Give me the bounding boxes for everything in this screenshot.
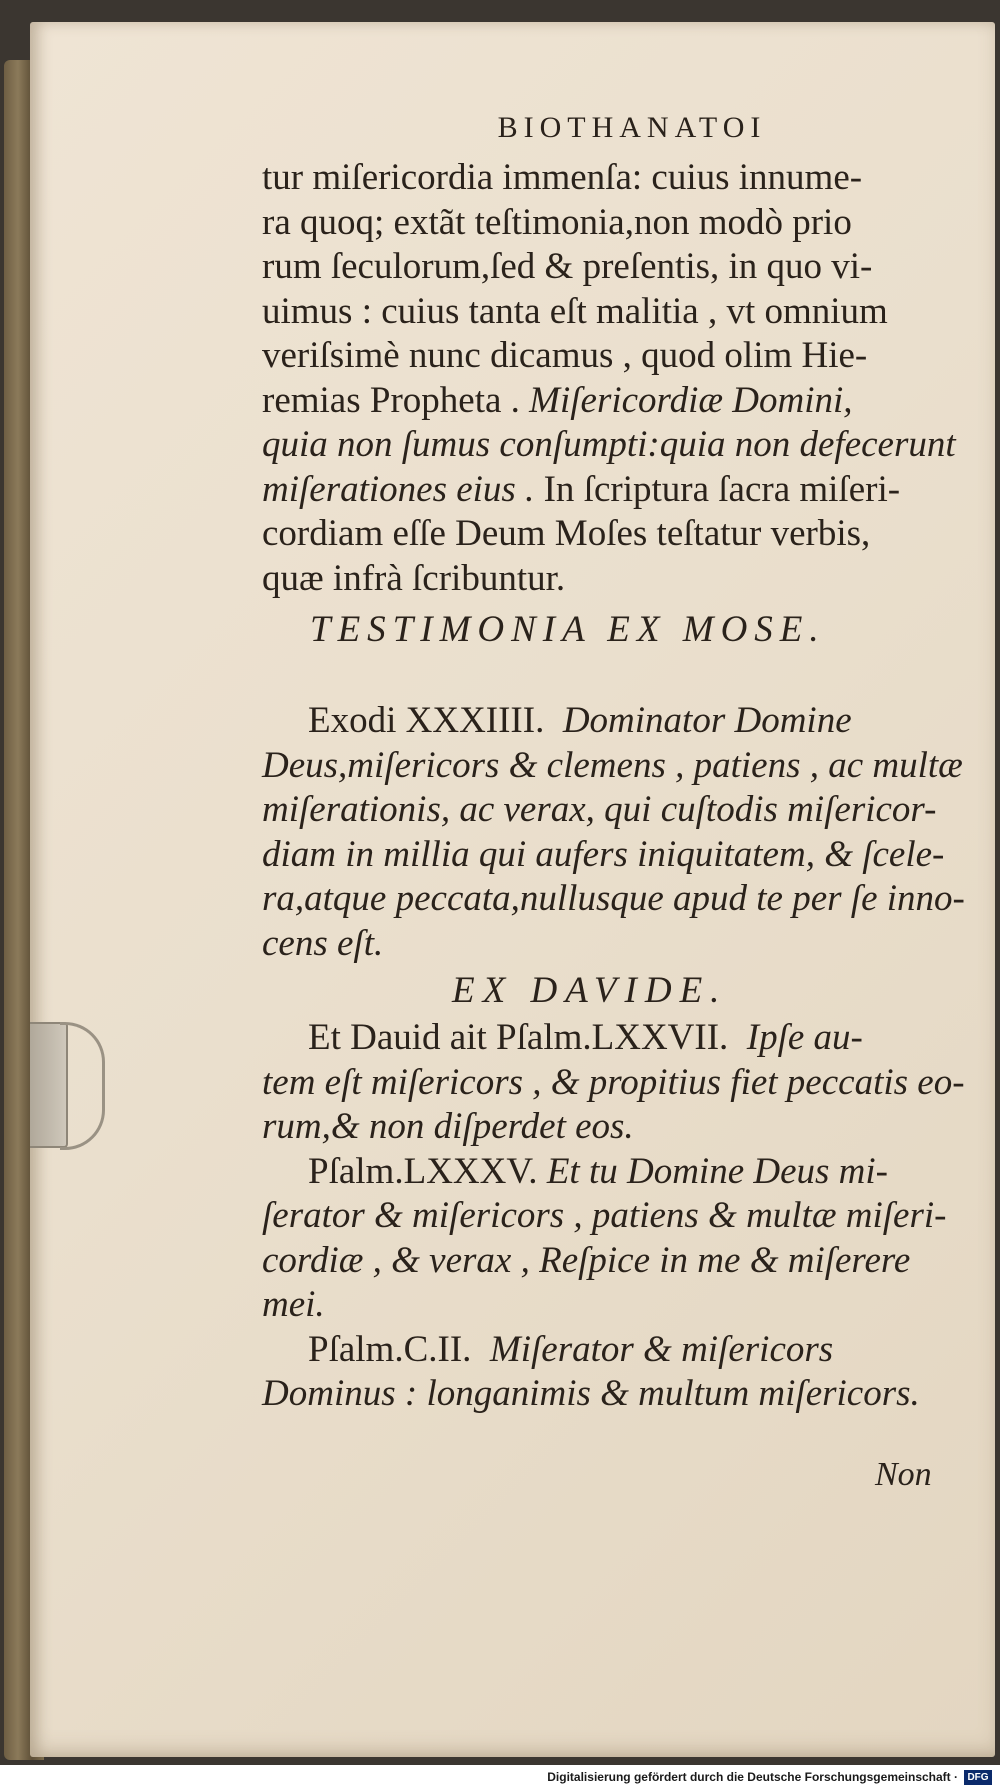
quote-segment: Miſerator & miſericors bbox=[489, 1328, 834, 1370]
quote-line: quia non ſumus conſumpti:quia non defecerunt bbox=[262, 424, 956, 465]
quote-segment: Et tu Domine Deus mi- bbox=[546, 1150, 888, 1192]
quote-line: ſerator & miſericors , patiens & multæ miſeri- bbox=[262, 1195, 947, 1236]
quote-line: mei. bbox=[262, 1284, 325, 1325]
text-line: ra quoq; extãt teſtimonia,non modò prio bbox=[262, 201, 852, 243]
quote-line: rum,& non diſperdet eos. bbox=[262, 1106, 634, 1147]
quote-line: cordiæ , & verax , Reſpice in me & miſerere bbox=[262, 1239, 911, 1281]
text-line: tur miſericordia immenſa: cuius innume- bbox=[262, 157, 863, 198]
citation-ref: Pſalm.C.II. bbox=[308, 1328, 472, 1370]
quote-segment: Dominator Domine bbox=[562, 700, 852, 741]
catchword: Non bbox=[875, 1456, 932, 1493]
quote-segment: Miſericordiæ Domini, bbox=[529, 379, 853, 421]
dfg-logo: DFG bbox=[964, 1770, 992, 1785]
quote-line: Dominus : longanimis & multum miſericors. bbox=[262, 1373, 920, 1414]
text-line: uimus : cuius tanta eſt malitia , vt omnium bbox=[262, 290, 888, 332]
page-text bbox=[262, 108, 965, 1417]
text-line bbox=[262, 699, 962, 744]
text-line: quæ infrà ſcribuntur. bbox=[262, 557, 566, 599]
quote-line: cens eſt. bbox=[262, 922, 384, 964]
quote-line: miſerationis, ac verax, qui cuſtodis miſericor- bbox=[262, 789, 937, 830]
text-line: rum ſeculorum,ſed & preſentis, in quo vi- bbox=[262, 246, 873, 287]
text-segment: remias Propheta . bbox=[262, 379, 520, 421]
quote-line: diam in millia qui aufers iniquitatem, & ſcele- bbox=[262, 833, 945, 875]
text-line bbox=[262, 1016, 962, 1061]
text-segment: In ſcriptura ſacra miſeri- bbox=[543, 468, 901, 510]
quote-segment: miſerationes eius . bbox=[262, 468, 535, 510]
quote-line: ra,atque peccata,nullusque apud te per ſe inno- bbox=[262, 878, 965, 919]
funding-credit: Digitalisierung gefördert durch die Deutsche Forschungsgemeinschaft · bbox=[547, 1770, 958, 1784]
quote-line: Deus,miſericors & clemens , patiens , ac multæ bbox=[262, 744, 963, 786]
running-head: BIOTHANATOI bbox=[497, 111, 767, 144]
quote-segment: Ipſe au- bbox=[746, 1017, 863, 1058]
text-line bbox=[262, 1150, 962, 1195]
section-heading-moses: TESTIMONIA EX MOSE. bbox=[310, 609, 826, 650]
citation-ref: Exodi XXXIIII. bbox=[308, 700, 545, 741]
text-line: cordiam eſſe Deum Moſes teſtatur verbis, bbox=[262, 513, 871, 554]
digitization-footer bbox=[0, 1765, 1000, 1791]
text-line bbox=[262, 1328, 962, 1373]
text-line bbox=[262, 468, 962, 513]
quote-line: tem eſt miſericors , & propitius fiet peccatis eo- bbox=[262, 1061, 965, 1103]
bookmark-clip-loop bbox=[60, 1022, 105, 1150]
text-line: veriſsimè nunc dicamus , quod olim Hie- bbox=[262, 335, 868, 376]
citation-ref: Et Dauid ait Pſalm.LXXVII. bbox=[308, 1017, 729, 1058]
citation-ref: Pſalm.LXXXV. bbox=[308, 1150, 538, 1192]
text-line bbox=[262, 379, 962, 424]
section-heading-david: EX DAVIDE. bbox=[452, 970, 728, 1011]
